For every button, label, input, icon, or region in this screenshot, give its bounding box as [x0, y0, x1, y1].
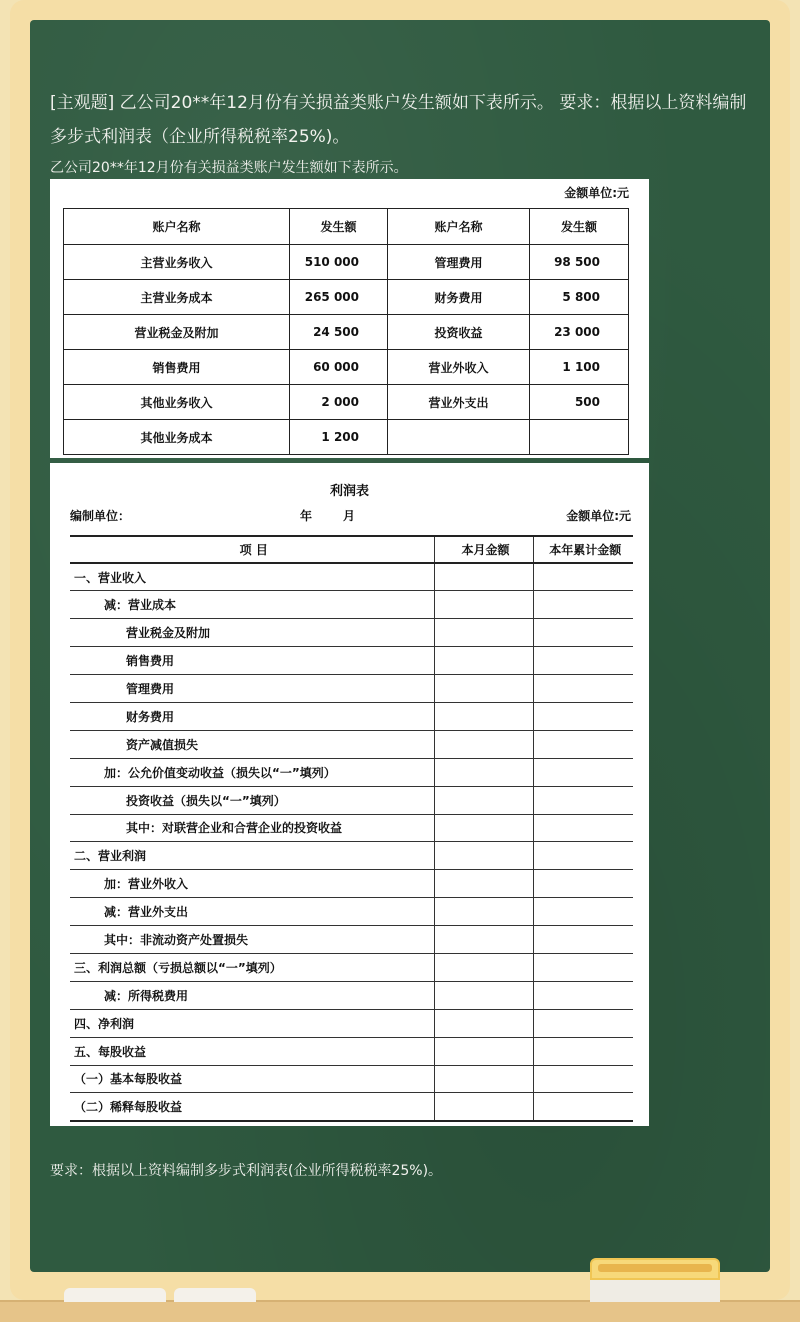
income-row — [70, 1065, 633, 1093]
current-month-amount — [434, 1037, 533, 1065]
account-name-cell: 财务费用 — [388, 280, 530, 315]
year-to-date-amount — [533, 647, 633, 675]
month-label: 月 — [343, 509, 356, 523]
income-row — [70, 953, 633, 981]
item-label: 三、利润总额（亏损总额以“一”填列） — [70, 953, 434, 981]
current-month-amount — [434, 1065, 533, 1093]
year-to-date-amount — [533, 814, 633, 842]
year-to-date-amount — [533, 786, 633, 814]
amount-cell: 5 800 — [530, 280, 629, 315]
income-row — [70, 842, 633, 870]
item-label: 减：营业成本 — [70, 591, 434, 619]
item-label: 二、营业利润 — [70, 842, 434, 870]
accounts-row — [64, 350, 629, 385]
amount-cell: 60 000 — [290, 350, 388, 385]
year-to-date-amount — [533, 591, 633, 619]
current-month-amount — [434, 898, 533, 926]
question-text: [主观题] 乙公司20**年12月份有关损益类账户发生额如下表所示。 要求：根据以上资料编制多步式利润表（企业所得税税率25%)。 — [50, 93, 747, 147]
year-to-date-amount — [533, 1093, 633, 1121]
year-to-date-amount — [533, 953, 633, 981]
income-row — [70, 675, 633, 703]
item-label: 一、营业收入 — [70, 563, 434, 591]
year-label: 年 — [300, 509, 313, 523]
amount-cell: 500 — [530, 385, 629, 420]
eraser — [590, 1258, 720, 1302]
current-month-amount — [434, 563, 533, 591]
accounts-image — [50, 179, 649, 458]
amount-cell: 24 500 — [290, 315, 388, 350]
income-statement-title: 利润表 — [329, 484, 369, 499]
current-month-amount — [434, 619, 533, 647]
current-month-amount — [434, 1093, 533, 1121]
item-label: 加：营业外收入 — [70, 870, 434, 898]
income-row — [70, 786, 633, 814]
year-to-date-amount — [533, 870, 633, 898]
chalk-piece — [64, 1288, 166, 1302]
current-month-amount — [434, 814, 533, 842]
amount-cell: 510 000 — [290, 245, 388, 280]
account-name-cell: 其他业务成本 — [64, 420, 290, 455]
year-to-date-amount — [533, 1037, 633, 1065]
year-to-date-amount — [533, 926, 633, 954]
year-to-date-amount — [533, 1065, 633, 1093]
income-row — [70, 814, 633, 842]
current-month-amount — [434, 786, 533, 814]
amount-cell: 23 000 — [530, 315, 629, 350]
accounts-row — [64, 385, 629, 420]
current-month-amount — [434, 758, 533, 786]
income-row — [70, 870, 633, 898]
chalk-piece — [174, 1288, 256, 1302]
income-header-row — [70, 536, 633, 563]
year-to-date-amount — [533, 898, 633, 926]
current-month-amount — [434, 981, 533, 1009]
amount-cell: 98 500 — [530, 245, 629, 280]
amount-cell: 265 000 — [290, 280, 388, 315]
income-row — [70, 619, 633, 647]
current-month-amount — [434, 730, 533, 758]
header-cell: 发生额 — [290, 209, 388, 245]
item-label: 资产减值损失 — [70, 730, 434, 758]
income-row — [70, 898, 633, 926]
item-label: 四、净利润 — [70, 1009, 434, 1037]
accounts-header-row — [64, 209, 629, 245]
header-cell: 发生额 — [530, 209, 629, 245]
item-label: 投资收益（损失以“一”填列） — [70, 786, 434, 814]
income-row — [70, 702, 633, 730]
board-ledge — [0, 1300, 800, 1322]
header-cell: 本年累计金额 — [533, 536, 633, 563]
accounts-unit: 金额单位:元 — [564, 186, 629, 200]
year-to-date-amount — [533, 758, 633, 786]
header-cell: 本月金额 — [434, 536, 533, 563]
income-row — [70, 730, 633, 758]
account-name-cell — [388, 420, 530, 455]
income-statement-table — [70, 535, 633, 1122]
accounts-row — [64, 245, 629, 280]
current-month-amount — [434, 591, 533, 619]
income-row — [70, 758, 633, 786]
current-month-amount — [434, 675, 533, 703]
year-to-date-amount — [533, 702, 633, 730]
account-name-cell: 营业税金及附加 — [64, 315, 290, 350]
requirement-text: 要求：根据以上资料编制多步式利润表(企业所得税税率25%)。 — [50, 1163, 443, 1179]
account-name-cell: 其他业务收入 — [64, 385, 290, 420]
income-row — [70, 1009, 633, 1037]
year-to-date-amount — [533, 730, 633, 758]
item-label: 管理费用 — [70, 675, 434, 703]
item-label: 加：公允价值变动收益（损失以“一”填列） — [70, 758, 434, 786]
account-name-cell: 营业外支出 — [388, 385, 530, 420]
current-month-amount — [434, 1009, 533, 1037]
income-row — [70, 591, 633, 619]
current-month-amount — [434, 926, 533, 954]
item-label: （一）基本每股收益 — [70, 1065, 434, 1093]
amount-cell — [530, 420, 629, 455]
item-label: 减：所得税费用 — [70, 981, 434, 1009]
year-to-date-amount — [533, 563, 633, 591]
current-month-amount — [434, 647, 533, 675]
income-row — [70, 926, 633, 954]
income-row — [70, 563, 633, 591]
current-month-amount — [434, 842, 533, 870]
income-row — [70, 981, 633, 1009]
amount-cell: 2 000 — [290, 385, 388, 420]
amount-cell: 1 200 — [290, 420, 388, 455]
amount-cell: 1 100 — [530, 350, 629, 385]
year-to-date-amount — [533, 842, 633, 870]
account-name-cell: 投资收益 — [388, 315, 530, 350]
accounts-row — [64, 280, 629, 315]
income-unit: 金额单位:元 — [566, 509, 631, 523]
item-label: 其中：对联营企业和合营企业的投资收益 — [70, 814, 434, 842]
accounts-table — [63, 208, 629, 455]
income-row — [70, 1093, 633, 1121]
header-cell: 账户名称 — [388, 209, 530, 245]
income-statement-image — [50, 463, 649, 1126]
header-cell: 项 目 — [70, 536, 434, 563]
year-to-date-amount — [533, 619, 633, 647]
accounts-row — [64, 420, 629, 455]
accounts-row — [64, 315, 629, 350]
account-name-cell: 主营业务收入 — [64, 245, 290, 280]
preparer-label: 编制单位： — [70, 509, 131, 523]
item-label: 其中：非流动资产处置损失 — [70, 926, 434, 954]
current-month-amount — [434, 953, 533, 981]
year-to-date-amount — [533, 981, 633, 1009]
year-to-date-amount — [533, 675, 633, 703]
account-name-cell: 管理费用 — [388, 245, 530, 280]
header-cell: 账户名称 — [64, 209, 290, 245]
year-to-date-amount — [533, 1009, 633, 1037]
income-row — [70, 1037, 633, 1065]
question-subline: 乙公司20**年12月份有关损益类账户发生额如下表所示。 — [50, 160, 408, 176]
item-label: 财务费用 — [70, 702, 434, 730]
income-row — [70, 647, 633, 675]
item-label: 五、每股收益 — [70, 1037, 434, 1065]
item-label: 减：营业外支出 — [70, 898, 434, 926]
account-name-cell: 销售费用 — [64, 350, 290, 385]
current-month-amount — [434, 870, 533, 898]
item-label: 营业税金及附加 — [70, 619, 434, 647]
account-name-cell: 主营业务成本 — [64, 280, 290, 315]
item-label: （二）稀释每股收益 — [70, 1093, 434, 1121]
current-month-amount — [434, 702, 533, 730]
account-name-cell: 营业外收入 — [388, 350, 530, 385]
item-label: 销售费用 — [70, 647, 434, 675]
